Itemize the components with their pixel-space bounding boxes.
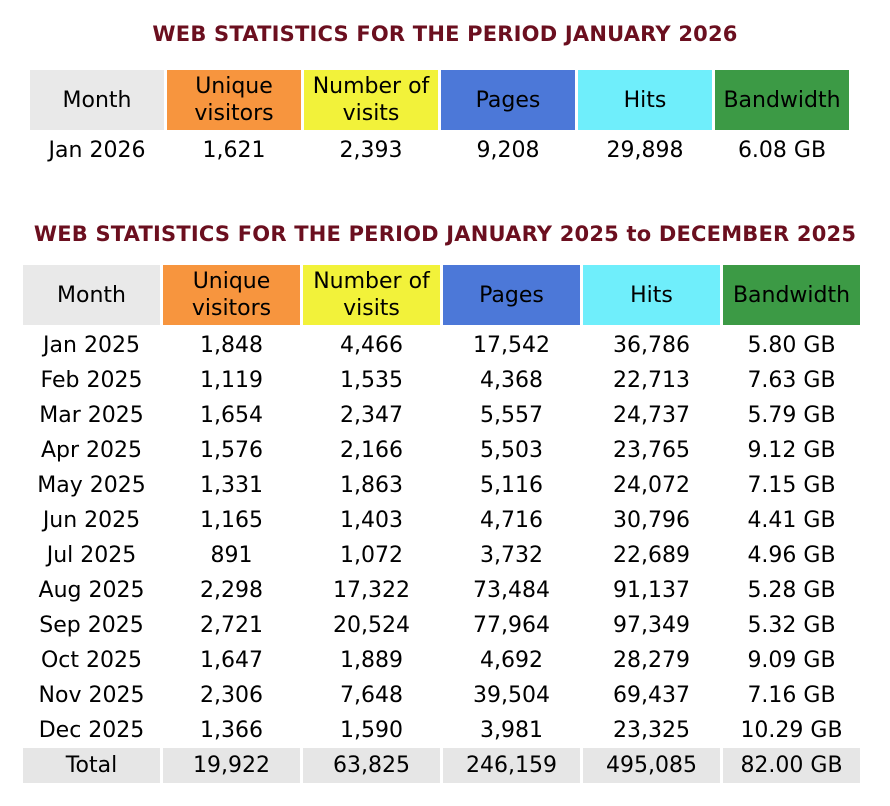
cell-unique-visitors: 1,647: [200, 648, 263, 673]
table-row: [23, 433, 860, 468]
cell-month: Feb 2025: [40, 368, 143, 393]
cell-bandwidth: 4.41 GB: [747, 508, 836, 533]
cell-pages: 3,732: [480, 543, 543, 568]
cell-hits: 97,349: [613, 613, 690, 638]
cell-pages: 77,964: [473, 613, 550, 638]
table-row: [23, 398, 860, 433]
cell-month: Nov 2025: [38, 683, 145, 708]
cell-bandwidth: 5.80 GB: [747, 333, 836, 358]
cell-number-of-visits: 20,524: [333, 613, 410, 638]
cell-pages: 5,116: [480, 473, 543, 498]
cell-month: Jan 2026: [48, 137, 146, 163]
total-month: Total: [23, 748, 160, 783]
header-visits-line2: visits: [342, 101, 400, 126]
cell-number-of-visits: 1,863: [340, 473, 403, 498]
total-bandwidth: 82.00 GB: [723, 748, 860, 783]
total-unique-visitors: 19,922: [163, 748, 300, 783]
header-unique-line1: Unique: [192, 269, 271, 294]
cell-unique-visitors: 1,654: [200, 403, 263, 428]
cell-pages: 4,692: [480, 648, 543, 673]
header-row: [23, 265, 860, 325]
cell-bandwidth: 7.63 GB: [747, 368, 836, 393]
header-number-of-visits: [304, 70, 438, 130]
cell-month: Jun 2025: [42, 508, 141, 533]
cell-unique-visitors: 1,621: [202, 137, 266, 163]
cell-month: Mar 2025: [39, 403, 144, 428]
cell-number-of-visits: 1,590: [340, 718, 403, 743]
table-row: [23, 503, 860, 538]
cell-month: Jul 2025: [46, 543, 137, 568]
cell-bandwidth: 10.29 GB: [740, 718, 843, 743]
header-visits-line1: Number of: [312, 74, 430, 99]
header-visits-line1: Number of: [313, 269, 430, 294]
cell-hits: 28,279: [613, 648, 690, 673]
cell-number-of-visits: 1,403: [340, 508, 403, 533]
stats-table-2025: [20, 265, 863, 783]
table-row: [23, 573, 860, 608]
cell-unique-visitors: 2,298: [200, 578, 263, 603]
header-row: [30, 70, 849, 130]
cell-month: Jan 2025: [43, 333, 140, 358]
cell-number-of-visits: 1,889: [340, 648, 403, 673]
table-row: [23, 608, 860, 643]
cell-unique-visitors: 2,721: [200, 613, 263, 638]
title-january-2026: WEB STATISTICS FOR THE PERIOD JANUARY 2026: [152, 22, 738, 46]
cell-month: Apr 2025: [40, 438, 143, 463]
cell-unique-visitors: 1,848: [200, 333, 263, 358]
header-pages: Pages: [441, 70, 575, 130]
cell-pages: 3,981: [480, 718, 543, 743]
cell-hits: 30,796: [613, 508, 690, 533]
table-row: [23, 643, 860, 678]
header-number-of-visits: [303, 265, 440, 325]
cell-unique-visitors: 1,366: [200, 718, 263, 743]
cell-pages: 73,484: [473, 578, 550, 603]
total-hits: 495,085: [583, 748, 720, 783]
cell-unique-visitors: 1,165: [200, 508, 263, 533]
stats-table-2026: [27, 70, 852, 170]
cell-hits: 24,737: [613, 403, 690, 428]
table-row: [23, 538, 860, 573]
header-hits: Hits: [583, 265, 720, 325]
cell-number-of-visits: 1,535: [340, 368, 403, 393]
cell-hits: 29,898: [606, 137, 684, 163]
header-unique-visitors: [163, 265, 300, 325]
cell-number-of-visits: 4,466: [340, 333, 403, 358]
cell-unique-visitors: 2,306: [200, 683, 263, 708]
header-unique-line1: Unique: [195, 74, 273, 99]
cell-number-of-visits: 2,347: [340, 403, 403, 428]
cell-number-of-visits: 2,166: [340, 438, 403, 463]
cell-hits: 22,713: [613, 368, 690, 393]
cell-number-of-visits: 17,322: [333, 578, 410, 603]
cell-bandwidth: 9.12 GB: [747, 438, 836, 463]
cell-pages: 5,503: [480, 438, 543, 463]
table-row: [23, 328, 860, 363]
header-bandwidth: Bandwidth: [715, 70, 849, 130]
total-number-of-visits: 63,825: [303, 748, 440, 783]
cell-bandwidth: 5.32 GB: [747, 613, 836, 638]
header-unique-line2: visitors: [191, 296, 272, 321]
cell-month: Dec 2025: [38, 718, 145, 743]
cell-hits: 24,072: [613, 473, 690, 498]
header-unique-line2: visitors: [194, 101, 274, 126]
cell-hits: 36,786: [613, 333, 690, 358]
cell-hits: 23,765: [613, 438, 690, 463]
cell-number-of-visits: 1,072: [340, 543, 403, 568]
header-visits-line2: visits: [343, 296, 400, 321]
table-row: [23, 468, 860, 503]
header-month: Month: [30, 70, 164, 130]
cell-bandwidth: 4.96 GB: [747, 543, 836, 568]
cell-month: Aug 2025: [38, 578, 145, 603]
cell-month: May 2025: [37, 473, 146, 498]
table-row: [23, 678, 860, 713]
cell-hits: 22,689: [613, 543, 690, 568]
header-hits: Hits: [578, 70, 712, 130]
header-bandwidth: Bandwidth: [723, 265, 860, 325]
cell-unique-visitors: 1,576: [200, 438, 263, 463]
cell-unique-visitors: 1,331: [200, 473, 263, 498]
cell-hits: 23,325: [613, 718, 690, 743]
title-year-2025: WEB STATISTICS FOR THE PERIOD JANUARY 2025 to DECEMBER 2025: [33, 222, 857, 246]
cell-unique-visitors: 891: [210, 543, 253, 568]
total-row: [23, 748, 860, 783]
cell-number-of-visits: 2,393: [339, 137, 403, 163]
cell-pages: 4,368: [480, 368, 543, 393]
cell-number-of-visits: 7,648: [340, 683, 403, 708]
table-row: [23, 363, 860, 398]
cell-month: Sep 2025: [39, 613, 144, 638]
cell-bandwidth: 5.79 GB: [747, 403, 836, 428]
cell-bandwidth: 7.16 GB: [747, 683, 836, 708]
header-pages: Pages: [443, 265, 580, 325]
cell-hits: 69,437: [613, 683, 690, 708]
cell-bandwidth: 6.08 GB: [737, 137, 827, 163]
header-month: Month: [23, 265, 160, 325]
cell-pages: 9,208: [476, 137, 540, 163]
cell-pages: 17,542: [473, 333, 550, 358]
cell-pages: 5,557: [480, 403, 543, 428]
header-unique-visitors: [167, 70, 301, 130]
table-row: [23, 713, 860, 748]
cell-unique-visitors: 1,119: [200, 368, 263, 393]
cell-pages: 39,504: [473, 683, 550, 708]
cell-hits: 91,137: [613, 578, 690, 603]
cell-bandwidth: 9.09 GB: [747, 648, 836, 673]
cell-bandwidth: 5.28 GB: [747, 578, 836, 603]
cell-pages: 4,716: [480, 508, 543, 533]
cell-bandwidth: 7.15 GB: [747, 473, 836, 498]
total-pages: 246,159: [443, 748, 580, 783]
cell-month: Oct 2025: [40, 648, 143, 673]
table-row: [30, 130, 849, 170]
